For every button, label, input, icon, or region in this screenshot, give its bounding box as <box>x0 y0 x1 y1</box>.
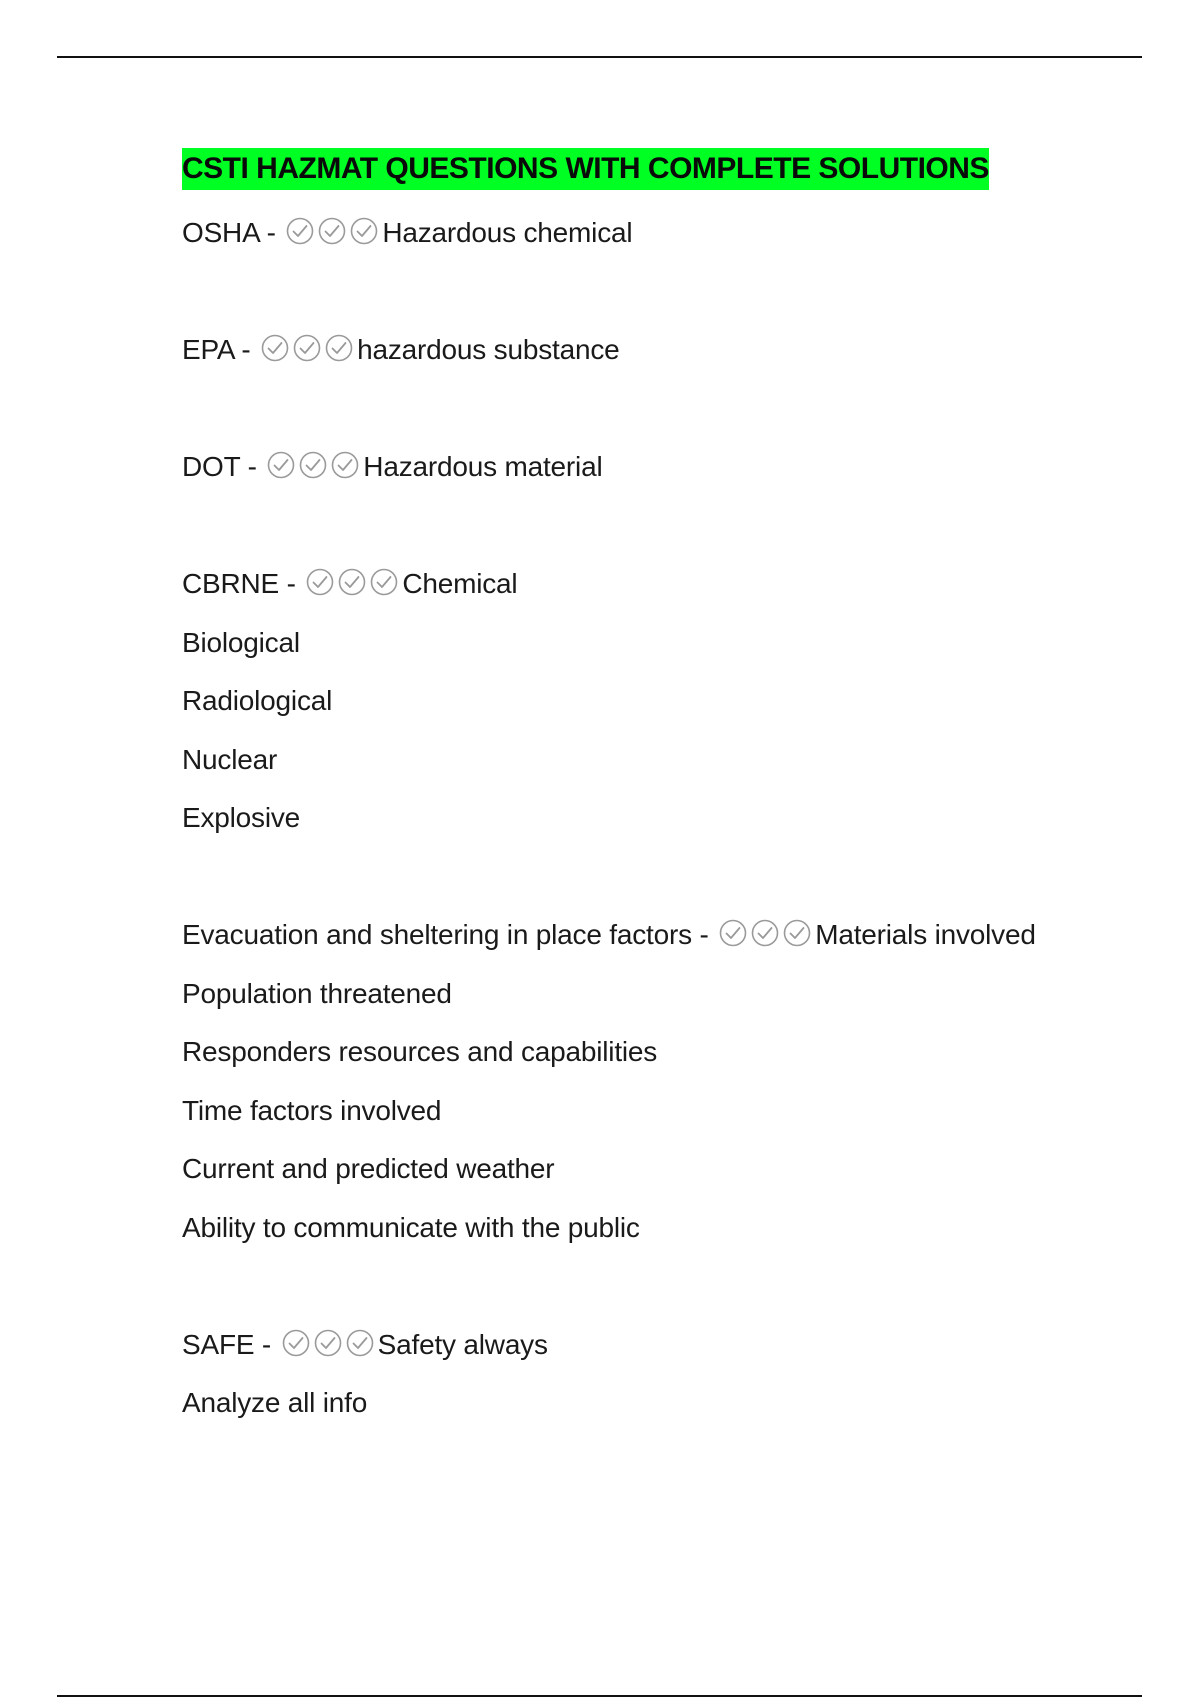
entry-answer: Chemical <box>402 568 518 599</box>
entry-cbrne <box>182 555 1162 614</box>
spacer <box>182 1257 1162 1316</box>
spacer <box>182 497 1162 556</box>
entry-term: EPA <box>182 334 234 365</box>
circle-check-icon <box>750 918 780 948</box>
circle-check-icon <box>313 1328 343 1358</box>
circle-check-icon <box>337 567 367 597</box>
answer-line: Analyze all info <box>182 1387 368 1418</box>
answer-line: Time factors involved <box>182 1094 442 1126</box>
answer-line: Explosive <box>182 802 301 833</box>
circle-check-icon <box>718 918 748 948</box>
entry-separator: - <box>240 451 265 482</box>
circle-check-icon <box>260 333 290 363</box>
check-group <box>305 567 401 597</box>
entry-answer: hazardous substance <box>357 334 620 365</box>
spacer <box>182 263 1162 322</box>
circle-check-icon <box>266 450 296 480</box>
circle-check-icon <box>369 567 399 597</box>
answer-line: Nuclear <box>182 743 278 775</box>
entry-safe <box>182 1316 1162 1375</box>
answer-line: Biological <box>182 626 300 658</box>
title-wrap <box>182 148 1162 204</box>
circle-check-icon <box>349 216 379 246</box>
check-group <box>285 216 381 246</box>
check-group <box>266 450 362 480</box>
circle-check-icon <box>292 333 322 363</box>
entry-term: DOT <box>182 451 240 482</box>
check-group <box>260 333 356 363</box>
entry-separator: - <box>259 217 284 248</box>
circle-check-icon <box>281 1328 311 1358</box>
entry-term: SAFE <box>182 1328 255 1360</box>
circle-check-icon <box>345 1328 375 1358</box>
answer-line: Population threatened <box>182 977 452 1009</box>
entry-osha <box>182 204 1162 263</box>
circle-check-icon <box>782 918 812 948</box>
entry-dot <box>182 438 1162 497</box>
spacer <box>182 380 1162 439</box>
circle-check-icon <box>324 333 354 363</box>
check-group <box>281 1328 377 1358</box>
entry-separator: - <box>279 568 304 599</box>
entry-answer: Materials involved <box>815 919 1036 950</box>
spacer <box>182 848 1162 907</box>
entry-answer: Safety always <box>377 1328 548 1360</box>
answer-line: Current and predicted weather <box>182 1153 555 1184</box>
entry-evacuation <box>182 906 1162 965</box>
entry-term: CBRNE <box>182 568 280 599</box>
entry-separator: - <box>233 334 259 365</box>
circle-check-icon <box>285 216 315 246</box>
entry-term: OSHA <box>182 217 260 248</box>
top-rule <box>57 56 1142 58</box>
entry-answer: Hazardous chemical <box>382 217 633 248</box>
entry-answer: Hazardous material <box>363 451 603 482</box>
entry-term: Evacuation and sheltering in place factors <box>182 919 692 950</box>
circle-check-icon <box>305 567 335 597</box>
circle-check-icon <box>330 450 360 480</box>
answer-line: Responders resources and capabilities <box>182 1036 658 1067</box>
entry-epa <box>182 321 1162 380</box>
document-content <box>182 148 1162 1433</box>
answer-line: Radiological <box>182 685 333 716</box>
bottom-rule <box>57 1695 1142 1697</box>
answer-line: Ability to communicate with the public <box>182 1211 640 1243</box>
circle-check-icon <box>298 450 328 480</box>
check-group <box>718 918 814 948</box>
entry-separator: - <box>691 919 717 950</box>
entry-separator: - <box>254 1328 279 1360</box>
document-title: CSTI HAZMAT QUESTIONS WITH COMPLETE SOLUTIONS <box>182 148 989 190</box>
circle-check-icon <box>317 216 347 246</box>
